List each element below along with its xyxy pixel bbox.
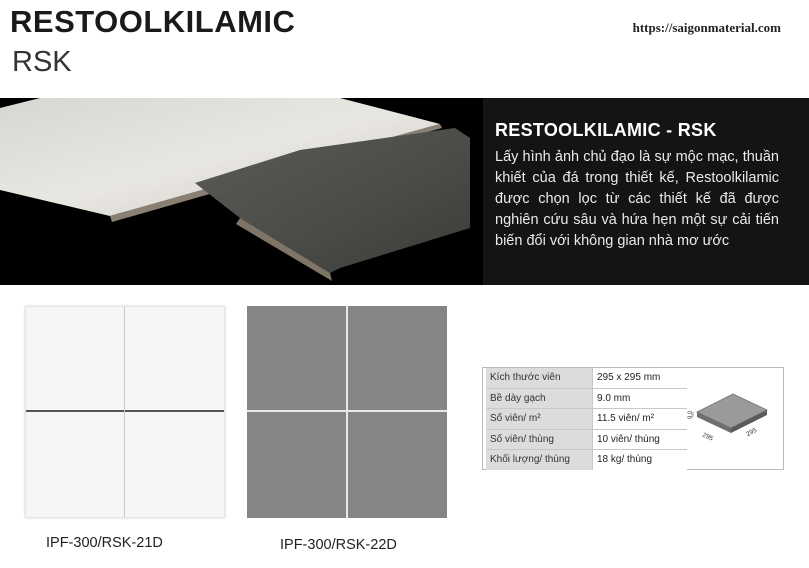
spec-label: Số viên/ m² [486, 409, 593, 430]
tile-dimension-diagram [683, 374, 779, 464]
spec-value: 11.5 viên/ m² [593, 409, 688, 430]
spec-row [486, 450, 687, 470]
grout-line [26, 410, 224, 412]
product-tile-grey[interactable] [247, 306, 447, 518]
spec-row [486, 368, 687, 388]
spec-label: Khối lượng/ thùng [486, 450, 593, 470]
spec-value: 18 kg/ thùng [593, 450, 688, 470]
banner-description: Lấy hình ảnh chủ đạo là sự mộc mạc, thuần khiết của đá trong thiết kế, Restoolkilamic được chọn lọc từ các thiết kế đã được nghiên cứu sâu và hứa hẹn một sự cải tiến biến đổi với không gian nhà mơ ước [495, 149, 779, 249]
width-label: 295 [701, 431, 715, 443]
product-code-white: IPF-300/RSK-21D [46, 535, 163, 551]
page-title: RESTOOLKILAMIC [10, 4, 296, 39]
thickness-label: 9.0 [688, 410, 694, 419]
spec-label: Bề dày gạch [486, 388, 593, 409]
spec-label: Số viên/ thùng [486, 429, 593, 450]
tile-slabs-image [0, 98, 483, 285]
spec-row [486, 388, 687, 409]
spec-value: 9.0 mm [593, 388, 688, 409]
spec-row [486, 429, 687, 450]
product-tile-white[interactable] [25, 306, 225, 518]
spec-value: 10 viên/ thùng [593, 429, 688, 450]
spec-row [486, 409, 687, 430]
depth-label: 295 [745, 426, 759, 439]
banner-title: RESTOOLKILAMIC - RSK [495, 120, 717, 140]
grout-line [346, 306, 348, 518]
website-link[interactable]: https://saigonmaterial.com [632, 20, 781, 35]
spec-label: Kích thước viên [486, 368, 593, 388]
product-code-grey: IPF-300/RSK-22D [280, 537, 397, 553]
spec-table [482, 367, 784, 470]
spec-value: 295 x 295 mm [593, 368, 688, 388]
page-subtitle: RSK [12, 46, 72, 78]
grout-line [124, 307, 125, 517]
